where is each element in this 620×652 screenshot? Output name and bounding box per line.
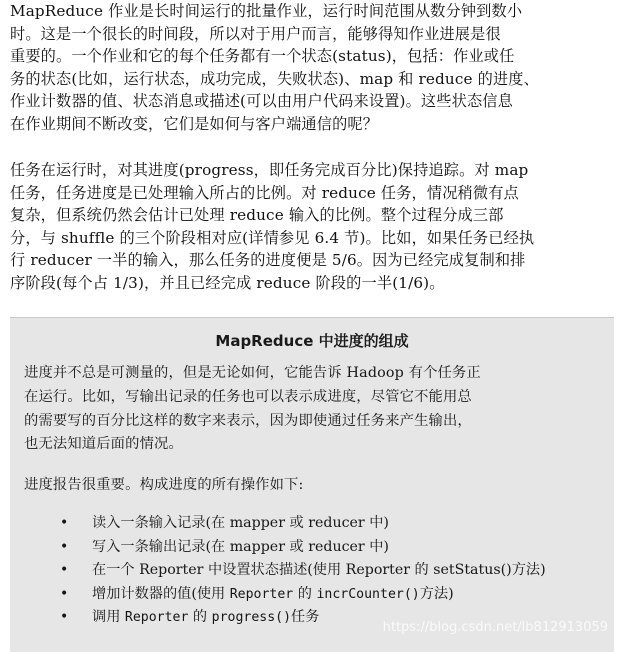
code-reporter: Reporter xyxy=(229,586,294,602)
watermark-text: https://blog.csdn.net/lb812913059 xyxy=(382,620,608,635)
sidebar-paragraph xyxy=(24,362,610,457)
list-item-text xyxy=(92,536,389,560)
bullet-icon: • xyxy=(60,585,69,602)
list-item-text xyxy=(92,606,319,630)
text-line: MapReduce 作业是长时间运行的批量作业，运行时间范围从数分钟到数小 xyxy=(10,2,523,20)
list-item-suffix: 任务 xyxy=(291,609,320,626)
list-item-label: 写入一条输出记录(在 mapper 或 reducer 中) xyxy=(92,538,389,555)
list-item-label: 在一个 Reporter 中设置状态描述(使用 Reporter 的 setStatus()方法) xyxy=(92,562,546,579)
progress-sidebar-box xyxy=(10,317,614,652)
bullet-icon: • xyxy=(60,609,69,626)
paragraph-task-progress xyxy=(10,159,614,295)
bullet-icon: • xyxy=(60,515,69,531)
text-line: 的需要写的百分比这样的数字来表示，因为即使通过任务来产生输出， xyxy=(24,412,472,429)
code-incr-counter: incrCounter() xyxy=(316,586,420,602)
bullet-icon: • xyxy=(60,538,69,555)
text-line: 时。这是一个很长的时间段，所以对于用户而言，能够得知作业进展是很 xyxy=(10,24,501,43)
text-line: 分，与 shuffle 的三个阶段相对应(详情参见 6.4 节)。比如，如果任务已经执 xyxy=(10,228,535,247)
list-item-mid: 的 xyxy=(293,585,317,602)
list-item-suffix: 方法) xyxy=(419,585,454,602)
list-item xyxy=(10,536,614,560)
text-line: 任务在运行时，对其进度(progress，即任务完成百分比)保持追踪。对 map xyxy=(10,161,529,179)
bullet-icon: • xyxy=(60,562,69,579)
list-item-text xyxy=(92,583,454,607)
list-item xyxy=(10,559,614,583)
code-progress: progress() xyxy=(211,610,292,626)
list-item xyxy=(10,512,614,536)
text-line: 也无法知道后面的情况。 xyxy=(24,436,183,453)
list-item xyxy=(10,583,614,607)
text-line: 作业计数器的值、状态消息或描述(可以由用户代码来设置)。这些状态信息 xyxy=(10,92,513,111)
text-line: 复杂，但系统仍然会估计已处理 reduce 输入的比例。整个过程分成三部 xyxy=(10,206,504,225)
sidebar-intro-line: 进度报告很重要。构成进度的所有操作如下: xyxy=(24,477,304,493)
progress-operations-list xyxy=(10,512,614,630)
text-line: 在作业期间不断改变，它们是如何与客户端通信的呢？ xyxy=(10,114,379,133)
list-item-mid: 的 xyxy=(188,609,212,626)
list-item-label: 读入一条输入记录(在 mapper 或 reducer 中) xyxy=(92,515,389,531)
text-line: 务的状态(比如，运行状态，成功完成，失败状态)、map 和 reduce 的进度、 xyxy=(10,69,539,88)
text-line: 任务，任务进度是已处理输入所占的比例。对 reduce 任务，情况稍微有点 xyxy=(10,183,519,202)
sidebar-title: MapReduce 中进度的组成 xyxy=(215,332,409,350)
text-line: 进度并不总是可测量的，但是无论如何，它能告诉 Hadoop 有个任务正 xyxy=(24,365,481,381)
text-line: 序阶段(每个占 1/3)，并且已经完成 reduce 阶段的一半(1/6)。 xyxy=(10,273,445,292)
text-line: 重要的。一个作业和它的每个任务都有一个状态(status)，包括：作业或任 xyxy=(10,47,515,66)
list-item-text xyxy=(92,559,546,583)
list-item-prefix: 调用 xyxy=(92,609,125,626)
list-item-text xyxy=(92,512,389,536)
code-reporter: Reporter xyxy=(124,610,189,626)
paragraph-job-status xyxy=(10,0,614,136)
text-line: 行 reducer 一半的输入，那么任务的进度便是 5/6。因为已经完成复制和排 xyxy=(10,251,526,270)
text-line: 在运行。比如，写输出记录的任务也可以表示成进度，尽管它不能用总 xyxy=(24,388,472,405)
list-item-prefix: 增加计数器的值(使用 xyxy=(92,585,230,602)
